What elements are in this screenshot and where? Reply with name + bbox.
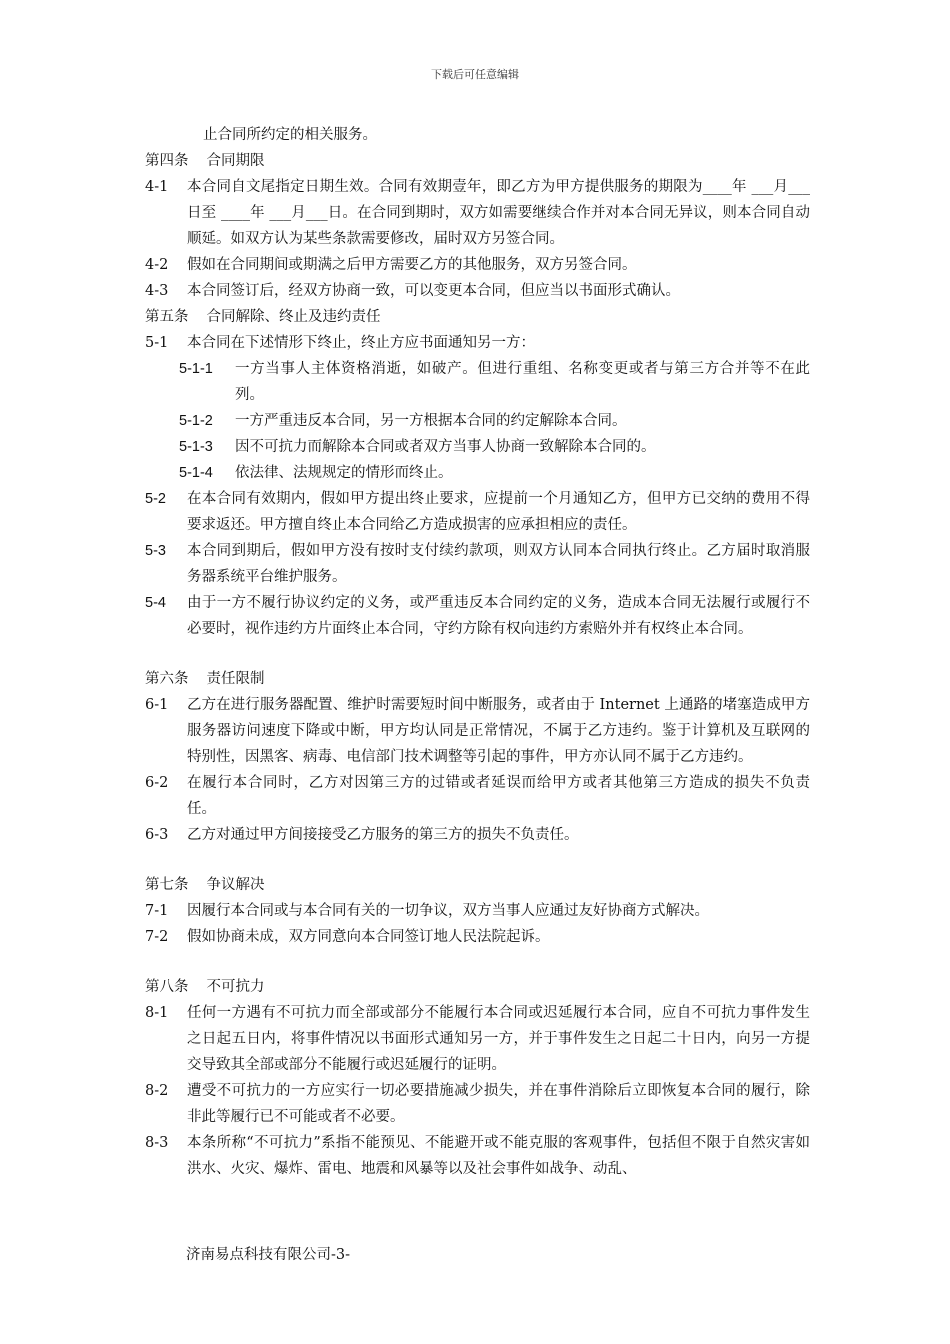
clause-5-1-1 <box>145 356 810 408</box>
section-heading-7 <box>145 872 810 898</box>
section-number: 第七条 <box>145 877 189 893</box>
clause-4-1 <box>145 174 810 252</box>
clause-7-2 <box>145 924 810 950</box>
section-number: 第五条 <box>145 309 189 325</box>
clause-5-1-2 <box>145 408 810 434</box>
clause-text: 乙方在进行服务器配置、维护时需要短时间中断服务，或者由于 Internet 上通路的堵塞造成甲方服务器访问速度下降或中断，甲方均认同是正常情况，不属于乙方违约。鉴于计算机及互联网的特别性，因黑客、病毒、电信部门技术调整等引起的事件，甲方亦认同不属于乙方违约。 <box>187 697 810 765</box>
clause-text: 假如在合同期间或期满之后甲方需要乙方的其他服务，双方另签合同。 <box>187 257 637 273</box>
clause-text: 一方严重违反本合同，另一方根据本合同的约定解除本合同。 <box>235 413 627 429</box>
clause-text: 在履行本合同时，乙方对因第三方的过错或者延误而给甲方或者其他第三方造成的损失不负责任。 <box>187 775 810 817</box>
intro-line: 止合同所约定的相关服务。 <box>203 127 377 143</box>
document-body <box>145 122 810 1182</box>
spacer <box>145 950 810 974</box>
section-title: 责任限制 <box>206 671 265 687</box>
clause-8-3 <box>145 1130 810 1182</box>
section-title: 争议解决 <box>206 877 265 893</box>
clause-number: 5-3 <box>145 543 166 559</box>
clause-number: 5-1 <box>145 335 169 351</box>
clause-text: 本合同自文尾指定日期生效。合同有效期壹年，即乙方为甲方提供服务的期限为____年 ___月___日至 ____年 ___月___日。在合同到期时，双方如需要继续合作并对本合同无异议，则本合同自动顺延。如双方认为某些条款需要修改，届时双方另签合同。 <box>187 179 810 247</box>
clause-number: 8-3 <box>145 1135 169 1151</box>
clause-5-1-3 <box>145 434 810 460</box>
clause-7-1 <box>145 898 810 924</box>
clause-number: 5-2 <box>145 491 166 507</box>
clause-number: 8-2 <box>145 1083 169 1099</box>
clause-text: 本合同签订后，经双方协商一致，可以变更本合同，但应当以书面形式确认。 <box>187 283 680 299</box>
clause-text: 依法律、法规规定的情形而终止。 <box>235 465 453 481</box>
clause-number: 5-1-4 <box>179 465 213 481</box>
section-heading-6 <box>145 666 810 692</box>
section-title: 合同期限 <box>206 153 265 169</box>
section-title: 合同解除、终止及违约责任 <box>206 309 381 325</box>
page-header: 下载后可任意编辑 <box>431 68 519 81</box>
clause-text: 一方当事人主体资格消逝，如破产。但进行重组、名称变更或者与第三方合并等不在此列。 <box>235 361 810 403</box>
clause-number: 6-3 <box>145 827 169 843</box>
section-number: 第四条 <box>145 153 189 169</box>
clause-4-3 <box>145 278 810 304</box>
clause-5-3 <box>145 538 810 590</box>
clause-5-2 <box>145 486 810 538</box>
clause-5-1 <box>145 330 810 356</box>
clause-6-1 <box>145 692 810 770</box>
clause-number: 6-2 <box>145 775 169 791</box>
clause-text: 因履行本合同或与本合同有关的一切争议，双方当事人应通过友好协商方式解决。 <box>187 903 709 919</box>
clause-number: 6-1 <box>145 697 169 713</box>
page-footer: 济南易点科技有限公司-3- <box>186 1247 351 1263</box>
clause-4-2 <box>145 252 810 278</box>
clause-5-1-4 <box>145 460 810 486</box>
clause-number: 4-3 <box>145 283 169 299</box>
clause-6-3 <box>145 822 810 848</box>
clause-number: 5-1-2 <box>179 413 213 429</box>
clause-text: 由于一方不履行协议约定的义务，或严重违反本合同约定的义务，造成本合同无法履行或履行不必要时，视作违约方片面终止本合同，守约方除有权向违约方索赔外并有权终止本合同。 <box>187 595 810 637</box>
clause-5-4 <box>145 590 810 642</box>
section-number: 第八条 <box>145 979 189 995</box>
section-heading-4 <box>145 148 810 174</box>
clause-text: 在本合同有效期内，假如甲方提出终止要求，应提前一个月通知乙方，但甲方已交纳的费用不得要求返还。甲方擅自终止本合同给乙方造成损害的应承担相应的责任。 <box>187 491 810 533</box>
clause-number: 5-1-1 <box>179 361 213 377</box>
clause-text: 任何一方遇有不可抗力而全部或部分不能履行本合同或迟延履行本合同，应自不可抗力事件发生之日起五日内，将事件情况以书面形式通知另一方，并于事件发生之日起二十日内，向另一方提交导致其全部或部分不能履行或迟延履行的证明。 <box>187 1005 810 1073</box>
clause-number: 8-1 <box>145 1005 169 1021</box>
clause-text: 遭受不可抗力的一方应实行一切必要措施减少损失，并在事件消除后立即恢复本合同的履行，除非此等履行已不可能或者不必要。 <box>187 1083 810 1125</box>
clause-number: 7-1 <box>145 903 169 919</box>
section-heading-5 <box>145 304 810 330</box>
section-number: 第六条 <box>145 671 189 687</box>
clause-text: 乙方对通过甲方间接接受乙方服务的第三方的损失不负责任。 <box>187 827 579 843</box>
spacer <box>145 642 810 666</box>
section-title: 不可抗力 <box>206 979 265 995</box>
clause-text: 本合同到期后，假如甲方没有按时支付续约款项，则双方认同本合同执行终止。乙方届时取消服务器系统平台维护服务。 <box>187 543 810 585</box>
clause-text: 本合同在下述情形下终止，终止方应书面通知另一方： <box>187 335 535 351</box>
spacer <box>145 848 810 872</box>
clause-text: 本条所称“不可抗力”系指不能预见、不能避开或不能克服的客观事件，包括但不限于自然灾害如洪水、火灾、爆炸、雷电、地震和风暴等以及社会事件如战争、动乱、 <box>187 1135 810 1177</box>
clause-number: 5-1-3 <box>179 439 213 455</box>
clause-6-2 <box>145 770 810 822</box>
clause-number: 4-2 <box>145 257 169 273</box>
section-heading-8 <box>145 974 810 1000</box>
clause-number: 7-2 <box>145 929 169 945</box>
clause-number: 5-4 <box>145 595 166 611</box>
clause-number: 4-1 <box>145 179 169 195</box>
clause-text: 因不可抗力而解除本合同或者双方当事人协商一致解除本合同的。 <box>235 439 656 455</box>
clause-text: 假如协商未成，双方同意向本合同签订地人民法院起诉。 <box>187 929 550 945</box>
clause-8-2 <box>145 1078 810 1130</box>
clause-8-1 <box>145 1000 810 1078</box>
